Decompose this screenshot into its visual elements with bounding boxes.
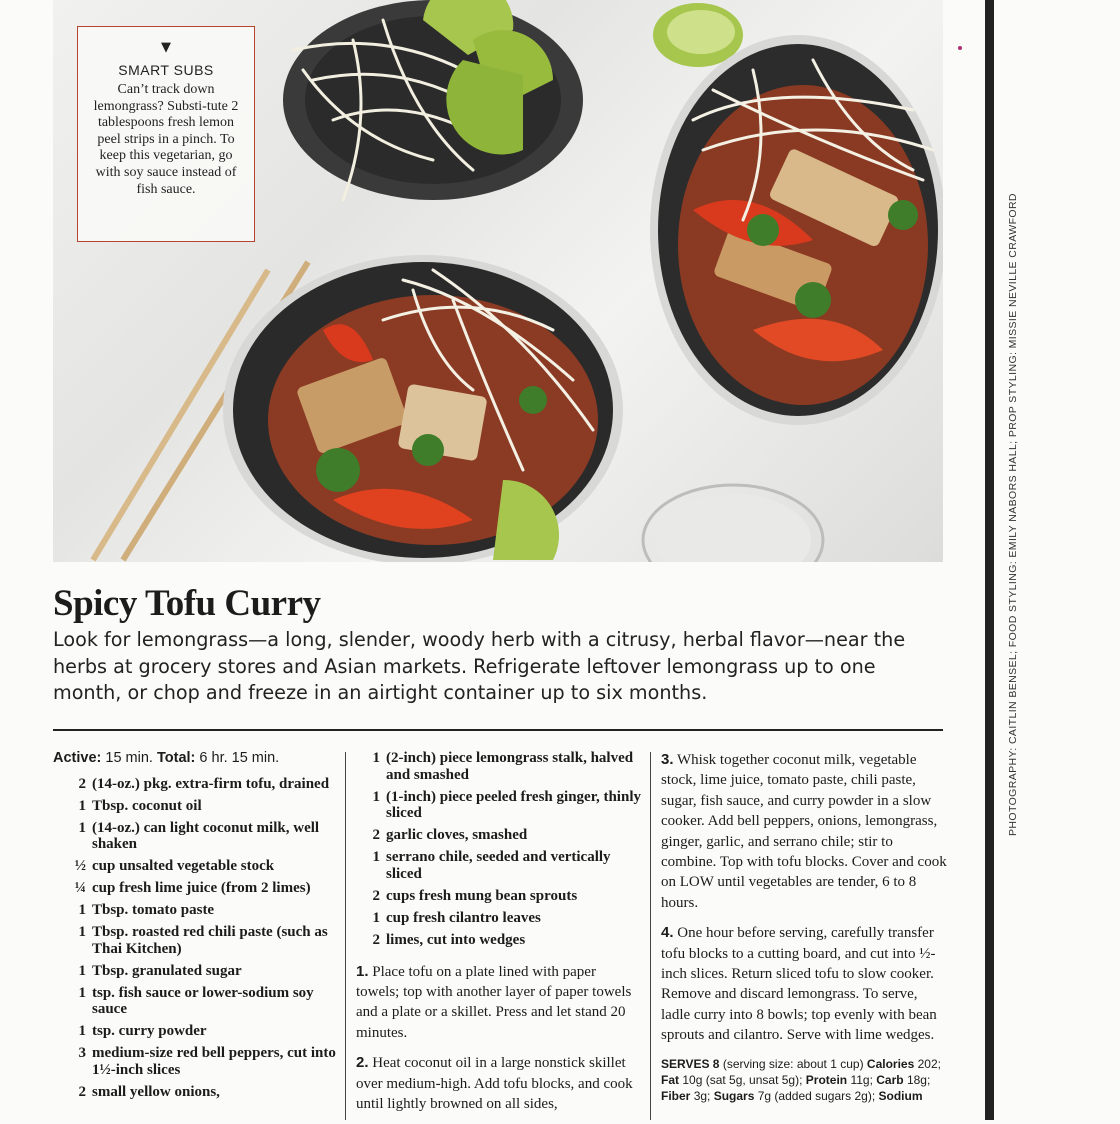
ingredient-qty: 2 [78, 1083, 86, 1100]
fiber-label: Fiber [661, 1088, 691, 1103]
calories-value: 202; [917, 1056, 941, 1071]
smart-subs-box [77, 26, 255, 242]
ingredient-qty: 2 [372, 887, 380, 904]
ingredient-text: garlic cloves, smashed [386, 827, 528, 843]
ingredient-item [356, 932, 642, 949]
recipe-intro: Look for lemongrass—a long, slender, woody herb with a citrusy, herbal flavor—near the herbs at grocery stores and Asian markets. Refrigerate leftover lemongrass up to one month, or chop and freeze in an airtight container up to six months. [53, 628, 906, 704]
ingredient-qty: 2 [372, 931, 380, 948]
carb-value: 18g; [906, 1072, 931, 1087]
step-2 [356, 1053, 642, 1114]
ingredient-item [53, 776, 338, 793]
ingredient-text: tsp. fish sauce or lower-sodium soy sauce [92, 984, 314, 1017]
ingredient-qty: 1 [78, 1023, 86, 1039]
total-label: Total: [156, 750, 196, 766]
ingredient-qty: 1 [78, 924, 86, 940]
ingredient-item [356, 849, 642, 882]
ingredient-text: medium-size red bell peppers, cut into 1½-inch slices [92, 1045, 336, 1078]
ingredient-qty: 1 [372, 909, 380, 926]
step-number: 4. [661, 924, 674, 942]
ingredients-column-2 [356, 750, 642, 1124]
ingredient-text: cup fresh lime juice (from 2 limes) [92, 880, 311, 896]
serves: SERVES 8 [661, 1056, 720, 1071]
ingredient-text: Tbsp. tomato paste [92, 902, 215, 918]
ingredient-qty: 2 [78, 775, 86, 792]
total-value: 6 hr. 15 min. [199, 750, 280, 766]
ingredient-text: cup fresh cilantro leaves [386, 909, 541, 926]
ingredient-item [356, 888, 642, 905]
sugars-value: 7g (added sugars 2g); [757, 1088, 876, 1103]
smart-subs-body: Can’t track down lemongrass? Substi-tute 2 tablespoons fresh lemon peel strips in a pinch. To keep this vegetarian, go with soy sauce instead of fish sauce. [93, 82, 239, 197]
ingredient-qty: 1 [372, 750, 380, 766]
recipe-title: Spicy Tofu Curry [53, 583, 321, 624]
step-number: 3. [661, 751, 674, 768]
ingredient-qty: 1 [78, 797, 86, 814]
ingredient-qty: 2 [372, 827, 380, 843]
ingredient-item [53, 963, 338, 980]
photo-credit: PHOTOGRAPHY: CAITLIN BENSEL; FOOD STYLING: EMILY NABORS HALL; PROP STYLING: MISSIE NEVILLE CRAWFORD [1007, 193, 1019, 836]
ingredient-item [53, 1084, 338, 1101]
section-divider [53, 729, 943, 731]
page-edge-rule [985, 0, 994, 1120]
step-1 [356, 962, 642, 1044]
ingredient-item [356, 910, 642, 927]
ingredient-qty: 3 [78, 1045, 86, 1061]
ingredient-qty: 1 [372, 788, 380, 805]
smart-subs-title: SMART SUBS [118, 62, 214, 78]
sugars-label: Sugars [713, 1088, 755, 1103]
ingredient-item [53, 902, 338, 919]
column-rule [345, 752, 346, 1120]
ingredient-qty: 1 [78, 819, 86, 836]
protein-value: 11g; [850, 1072, 873, 1087]
ingredient-text: tsp. curry powder [92, 1023, 207, 1039]
ingredient-item [53, 985, 338, 1018]
step-number: 2. [356, 1054, 369, 1072]
ingredient-text: cup unsalted vegetable stock [92, 858, 275, 874]
serving-size: (serving size: about 1 cup) [722, 1056, 864, 1071]
ingredient-text: Tbsp. roasted red chili paste (such as Thai Kitchen) [92, 924, 328, 957]
ingredient-qty: 1 [78, 962, 86, 979]
ingredient-item [53, 924, 338, 957]
ingredient-text: (14-oz.) can light coconut milk, well shaken [92, 819, 320, 852]
step-text: One hour before serving, carefully transfer tofu blocks to a cutting board, and cut into ½-inch slices. Return sliced tofu to slow cooker. Remove and discard lemongrass. To serve, ladle curry into 8 bowls; top evenly with bean sprouts and cilantro. Serve with lime wedges. [661, 925, 937, 1044]
protein-label: Protein [805, 1072, 848, 1087]
ingredient-qty: ½ [74, 858, 86, 874]
ingredient-item [356, 789, 642, 822]
ingredient-text: (14-oz.) pkg. extra-firm tofu, drained [92, 775, 330, 792]
ingredient-qty: ¼ [74, 880, 86, 896]
nutrition-info [661, 1056, 947, 1104]
ingredient-text: (2-inch) piece lemongrass stalk, halved and smashed [386, 750, 634, 783]
fat-value: 10g (sat 5g, unsat 5g); [682, 1072, 803, 1087]
step-number: 1. [356, 962, 369, 980]
steps-column-3 [661, 750, 947, 1104]
step-text: Place tofu on a plate lined with paper towels; top with another layer of paper towels and a plate or a skillet. Press and let stand 20 minutes. [356, 963, 632, 1041]
ingredient-item [356, 750, 642, 783]
ingredient-text: small yellow onions, [92, 1083, 220, 1100]
ingredient-list-a [53, 776, 338, 1101]
ingredients-column-1 [53, 750, 338, 1106]
ingredient-text: cups fresh mung bean sprouts [386, 887, 578, 904]
carb-label: Carb [876, 1072, 904, 1087]
calories-label: Calories [866, 1056, 915, 1071]
sodium-label: Sodium [878, 1088, 923, 1103]
ingredient-item [53, 1045, 338, 1078]
ingredient-qty: 1 [372, 849, 380, 865]
active-label: Active: [53, 750, 102, 766]
ingredient-item [53, 1023, 338, 1040]
fiber-value: 3g; [693, 1088, 711, 1103]
step-3 [661, 750, 947, 913]
time-info [53, 750, 338, 767]
ingredient-item [53, 820, 338, 853]
step-4 [661, 923, 947, 1045]
step-text: Whisk together coconut milk, vegetable stock, lime juice, tomato paste, chili paste, sugar, fish sauce, and curry powder in a slow cooker. Add bell peppers, onions, lemongrass, ginger, garlic, and serrano chile; stir to combine. Top with tofu blocks. Cover and cook on LOW until vegetables are tender, 6 to 8 hours. [661, 752, 947, 911]
fat-label: Fat [661, 1072, 679, 1087]
ingredient-qty: 1 [78, 902, 86, 918]
triangle-down-icon: ▼ [161, 40, 171, 55]
ingredient-item [53, 858, 338, 875]
ingredient-text: (1-inch) piece peeled fresh ginger, thinly sliced [386, 788, 641, 821]
step-text: Heat coconut oil in a large nonstick skillet over medium-high. Add tofu blocks, and cook until lightly browned on all sides, [356, 1055, 633, 1112]
ingredient-item [53, 880, 338, 897]
ingredient-text: Tbsp. granulated sugar [92, 962, 242, 979]
ingredient-qty: 1 [78, 984, 86, 1001]
column-rule [650, 752, 651, 1120]
ingredient-item [356, 827, 642, 844]
ingredient-item [53, 798, 338, 815]
active-value: 15 min. [105, 750, 153, 766]
ingredient-list-b [356, 750, 642, 948]
ingredient-text: Tbsp. coconut oil [92, 797, 202, 814]
ingredient-text: serrano chile, seeded and vertically sliced [386, 849, 611, 882]
ingredient-text: limes, cut into wedges [386, 931, 526, 948]
decorative-dot [958, 46, 962, 50]
